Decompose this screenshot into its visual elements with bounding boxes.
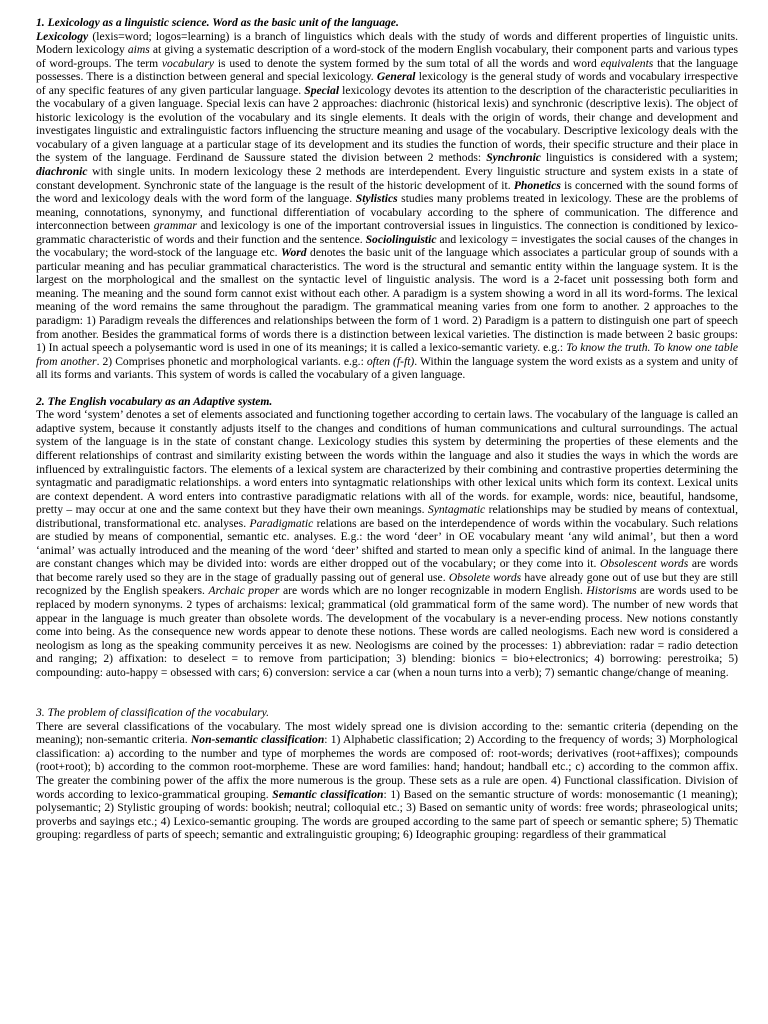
text-run: There are several classifications of the vocabulary. The most widely spread one is division according to the: semantic criteria (depending on the meaning); non-semantic criteria. xyxy=(36,719,738,747)
text-run: at giving a systematic description of a word-stock of the modern English vocabulary, their component parts and various types of word-groups. The term xyxy=(36,43,738,70)
emphasized-term: General xyxy=(376,70,416,84)
emphasized-term: Obsolescent words xyxy=(600,557,689,571)
emphasized-term: vocabulary xyxy=(161,56,215,70)
text-run: lexicology is the general study of words and vocabulary irrespective of any specific features of any given particular language. xyxy=(36,70,739,97)
text-run: The word ‘system’ denotes a set of elements associated and functioning together according to certain laws. The vocabulary of the language is called an adaptive system, because it constantly adjusts itself to the changes and conditions of human communications and cultural surroundings. The actual system of the language is in the state of constant change. Lexicology studies this system by determining the properties of these elements and the different relationships of contrast and similarity existing between the words within the language and also it studies the ways in which the words are influenced by extralinguistic factors. The elements of a lexical system are characterized by their combining and contrastive properties determining the syntagmatic and paradigmatic relationships. a word enters into syntagmatic relationships with other lexical units which form its context. Lexical units are context dependent. A word enters into contrastive paradigmatic relations with all of the words. for example, words: nice, beautiful, handsome, pretty – may occur at one and the same context but they have their own meanings. xyxy=(36,408,738,517)
text-run: relations are based on the interdependence of words within the vocabulary. Such relations are studied by means of componential, semantic etc. analyses. E.g.: the word ‘deer’ in OE vocabulary meant ‘any wild animal’, but then a word ‘animal’ was actually introduced and the meaning of the word ‘deer’ shifted and started to mean only a specific kind of animal. In the language there are constant changes which may be divided into: words are either dropped out of the vocabulary; or they come into it. xyxy=(36,516,738,571)
emphasized-term: Non-semantic classification xyxy=(190,733,325,747)
text-run: : 1) Alphabetic classification; 2) According to the frequency of words; 3) Morphological classification: a) according to the number and type of morphemes the words are composed of: root-words; derivatives (root+affixes); compounds (root+root); b) according to the common root-morpheme. These are word families: hand; handout; handball etc.; c) according to the common affix. The greater the combining power of the affix the more numerous is the group. These sets as a rule are open. 4) Functional classification. Division of words according to lexico-grammatical grouping. xyxy=(36,733,738,801)
text-run: is concerned with the sound forms of the word and lexicology deals with the word form of the language. xyxy=(36,178,738,206)
emphasized-term: Semantic classification xyxy=(272,787,384,801)
emphasized-term: Obsolete words xyxy=(448,570,522,584)
text-run: lexicology devotes its attention to the description of the characteristic peculiarities in the vocabulary of a given language. Special lexis can have 2 approaches: diachronic (historical lexis) and synchronic (descriptive lexis). The object of historic lexicology is the evolution of the vocabulary and its single elements. It deals with the origin of words, their change and development and investigates linguistic and extralinguistic factors influencing the structure meaning and usage of the vocabulary. Descriptive lexicology deals with the vocabulary of a given language at a particular stage of its development and its studies the function of words, their specific structure and their place in the system of the language. Ferdinand de Saussure stated the division between 2 methods: xyxy=(36,83,738,165)
emphasized-term: often (f-ft) xyxy=(366,354,415,368)
text-run: are words used to be replaced by modern synonyms. 2 types of archaisms: lexical; grammatical (old grammatical form of the same word). The number of new words that appear in the language is much greater than obsolete words. The development of the vocabulary is a never-ending process. New notions constantly come into being. As the consequence new words appear to denote these notions. These words are called neologisms. Each new word is considered a neologism as long as the speaking community perceives it as new. Neologisms are coined by the processes: 1) abbreviation: radar = radio detection and ranging; 2) affixation: to deselect = to remove from participation; 3) blending: bionics = bio+electronics; 4) borrowing: perestroika; 5) compounding: auto-happy = obsessed with cars; 6) conversion: service a car (when a noun turns into a verb); 7) semantic change/change of meaning. xyxy=(36,584,738,679)
section-1 xyxy=(36,16,738,382)
section-3 xyxy=(36,706,738,841)
section-body xyxy=(36,30,738,382)
emphasized-term: Phonetics xyxy=(513,178,561,192)
emphasized-term: aims xyxy=(127,43,150,57)
text-run: linguistics is considered with a system; xyxy=(540,151,738,165)
emphasized-term: To know the truth. To know one table from another xyxy=(36,341,738,368)
emphasized-term: Lexicology xyxy=(36,29,89,43)
text-run: with single units. In modern lexicology these 2 methods are interdependent. Every linguistic structure and system exists in a state of constant development. Synchronic state of the language is the result of the historic development of it. xyxy=(36,165,738,192)
emphasized-term: Archaic proper xyxy=(208,584,280,598)
text-run: . 2) Comprises phonetic and morphological variants. e.g.: xyxy=(96,354,367,368)
section-heading: 3. The problem of classification of the vocabulary. xyxy=(36,706,270,720)
emphasized-term: diachronic xyxy=(36,165,88,179)
section-heading: 2. The English vocabulary as an Adaptive system. xyxy=(36,394,273,408)
text-run: denotes the basic unit of the language which associates a particular group of sounds with a particular meaning and has peculiar grammatical characteristics. The word is the structural and semantic entity within the language system. It is the largest on the morphological and the smallest on the syntactic level of linguistic analysis. The word is a 2-facet unit possessing both form and meaning. The meaning and the sound form cannot exist without each other. A paradigm is a system showing a word in all its word-forms. The lexical meaning of the word remains the same throughout the paradigm. The grammatical meaning varies from one form to another. 2 approaches to the paradigm: 1) Paradigm reveals the differences and relationships between the form of 1 word. 2) Paradigm is a pattern to distinguish one part of speech from another. Besides the grammatical forms of words there is a distinction between lexical varieties. The distinction is made between 2 basic groups: 1) In actual speech a polysemantic word is used in one of its meanings; it is called a lexico-semantic variety. e.g.: xyxy=(36,246,738,355)
emphasized-term: equivalents xyxy=(600,56,654,70)
text-run: is used to denote the system formed by the sum total of all the words and word xyxy=(214,56,601,70)
emphasized-term: Special xyxy=(304,83,340,97)
emphasized-term: Historisms xyxy=(586,584,637,598)
text-run: and lexicology = investigates the social causes of the changes in the vocabulary; the word-stock of the language etc. xyxy=(36,232,738,260)
emphasized-term: Sociolinguistic xyxy=(365,232,437,246)
text-run: and lexicology is one of the important controversial issues in linguistics. The connection is conditioned by lexico-grammatic characteristic of words and their function and the sentence. xyxy=(36,219,738,246)
emphasized-term: Synchronic xyxy=(486,151,541,165)
text-run: are words that become rarely used so they are in the stage of gradually passing out of general use. xyxy=(36,557,738,584)
text-run: have already gone out of use but they are still recognized by the English speakers. xyxy=(36,570,739,598)
text-run: that the language possesses. There is a distinction between general and special lexicology. xyxy=(36,56,738,84)
text-run: : 1) Based on the semantic structure of words: monosemantic (1 meaning); polysemantic; 2) Stylistic grouping of words: bookish; neutral; colloquial etc.; 3) Based on semantic unity of words: free words; phraseological units; proverbs and sayings etc.; 4) Lexico-semantic grouping. The words are grouped according to the same part of speech or semantic sphere; 5) Thematic grouping: regardless of parts of speech; semantic and extralinguistic grouping; 6) Ideographic grouping: regardless of their grammatical xyxy=(36,787,738,842)
emphasized-term: grammar xyxy=(153,219,197,233)
section-body xyxy=(36,720,738,842)
text-run: relationships may be studied by means of contextual, distributional, transformational etc. analyses. xyxy=(36,503,738,530)
text-run: are words which are no longer recognizable in modern English. xyxy=(279,584,587,598)
emphasized-term: Paradigmatic xyxy=(249,516,314,530)
section-heading: 1. Lexicology as a linguistic science. Word as the basic unit of the language. xyxy=(36,16,399,29)
emphasized-term: Stylistics xyxy=(355,192,398,206)
emphasized-term: Syntagmatic xyxy=(427,503,486,517)
text-run: . Within the language system the word exists as a system and unity of all its forms and variants. This system of words is called the vocabulary of a given language. xyxy=(36,354,738,382)
section-2 xyxy=(36,395,738,679)
text-run: (lexis=word; logos=learning) is a branch of linguistics which deals with the study of words and different properties of linguistic units. Modern lexicology xyxy=(36,29,738,57)
section-body xyxy=(36,408,738,679)
text-run: studies many problems treated in lexicology. These are the problems of meaning, connotations, synonymy, and functional differentiation of vocabulary according to the sphere of communication. The difference and interconnection between xyxy=(36,192,738,233)
emphasized-term: Word xyxy=(281,246,307,260)
